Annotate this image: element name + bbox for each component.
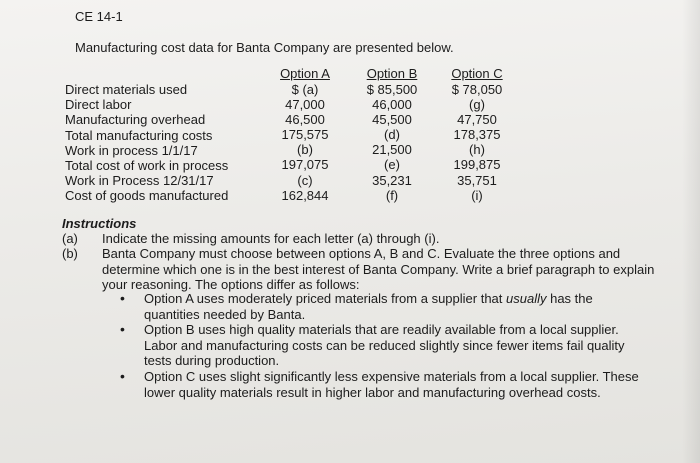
row-label: Total cost of work in process: [65, 157, 229, 173]
option-text: [144, 322, 640, 369]
table-cell: (c): [297, 172, 313, 188]
list-item: [120, 291, 640, 322]
table-cell: 21,500: [372, 142, 412, 158]
row-label: Cost of goods manufactured: [65, 188, 229, 204]
bullet-icon: •: [120, 290, 125, 306]
table-cell: $ 78,050: [451, 81, 503, 97]
instruction-marker: (b): [62, 246, 78, 261]
text-run: Option C uses slight significantly less expensive materials from a local supplier. These lower quality materials result in higher labor and manufacturing overhead costs.: [144, 369, 639, 400]
instructions-heading: Instructions: [62, 216, 137, 231]
row-label: Total manufacturing costs: [65, 127, 213, 143]
row-label: Manufacturing overhead: [65, 112, 206, 128]
instruction-marker: (a): [62, 231, 78, 246]
table-cell: (h): [469, 142, 485, 158]
options-list: [120, 291, 640, 400]
instruction-b: [62, 246, 662, 293]
text-run: Option B uses high quality materials that are readily available from a local supplier. Labor and manufacturing costs can be reduced slightly since fewer items fail quality tests during production.: [144, 322, 625, 368]
row-label: Direct materials used: [65, 82, 188, 97]
row-labels: [65, 82, 228, 204]
instruction-a: [62, 231, 662, 247]
instruction-text: Indicate the missing amounts for each letter (a) through (i).: [102, 231, 440, 246]
column-header: Option A: [280, 66, 330, 81]
table-cell: 199,875: [453, 157, 501, 173]
row-label: Work in process 1/1/17: [65, 142, 198, 158]
table-cell: 46,500: [285, 111, 325, 127]
emphasis-text: usually: [506, 291, 547, 306]
table-cell: $ 85,500: [366, 81, 418, 97]
bullet-icon: •: [120, 368, 125, 384]
table-cell: 178,375: [453, 127, 501, 143]
table-cell: 35,751: [457, 172, 497, 188]
row-label: Direct labor: [65, 97, 132, 113]
table-cell: 197,075: [281, 157, 329, 173]
text-run: has the quantities needed by Banta.: [144, 291, 593, 322]
column-option-a: [275, 66, 335, 203]
table-cell: 46,000: [372, 96, 412, 112]
table-cell: (i): [471, 187, 483, 203]
table-cell: 35,231: [372, 172, 412, 188]
list-item: [120, 322, 640, 369]
column-header: Option B: [366, 66, 418, 81]
exercise-title: CE 14-1: [75, 9, 123, 24]
intro-text: Manufacturing cost data for Banta Company are presented below.: [75, 40, 454, 55]
table-cell: 45,500: [372, 111, 412, 127]
table-cell: (b): [297, 142, 313, 158]
table-cell: 47,750: [457, 111, 497, 127]
table-cell: 175,575: [281, 127, 329, 143]
table-cell: $ (a): [291, 81, 319, 97]
table-cell: (f): [385, 187, 399, 203]
column-option-c: [445, 66, 509, 203]
table-cell: 162,844: [281, 187, 329, 203]
list-item: [120, 369, 640, 400]
column-header: Option C: [451, 66, 503, 81]
page-shadow: [682, 0, 700, 463]
table-cell: (d): [384, 127, 400, 143]
option-text: [144, 291, 640, 322]
row-label: Work in Process 12/31/17: [65, 173, 214, 189]
text-run: Option A uses moderately priced materials from a supplier that: [144, 291, 507, 306]
instruction-text: Banta Company must choose between options A, B and C. Evaluate the three options and determine which one is in the best interest of Banta Company. Write a brief paragraph to explain your reasoning. The options differ as follows:: [102, 246, 655, 292]
table-cell: (g): [469, 96, 485, 112]
table-cell: (e): [384, 157, 400, 173]
option-text: [144, 369, 640, 400]
table-cell: 47,000: [285, 96, 325, 112]
column-option-b: [360, 66, 424, 203]
bullet-icon: •: [120, 321, 125, 337]
